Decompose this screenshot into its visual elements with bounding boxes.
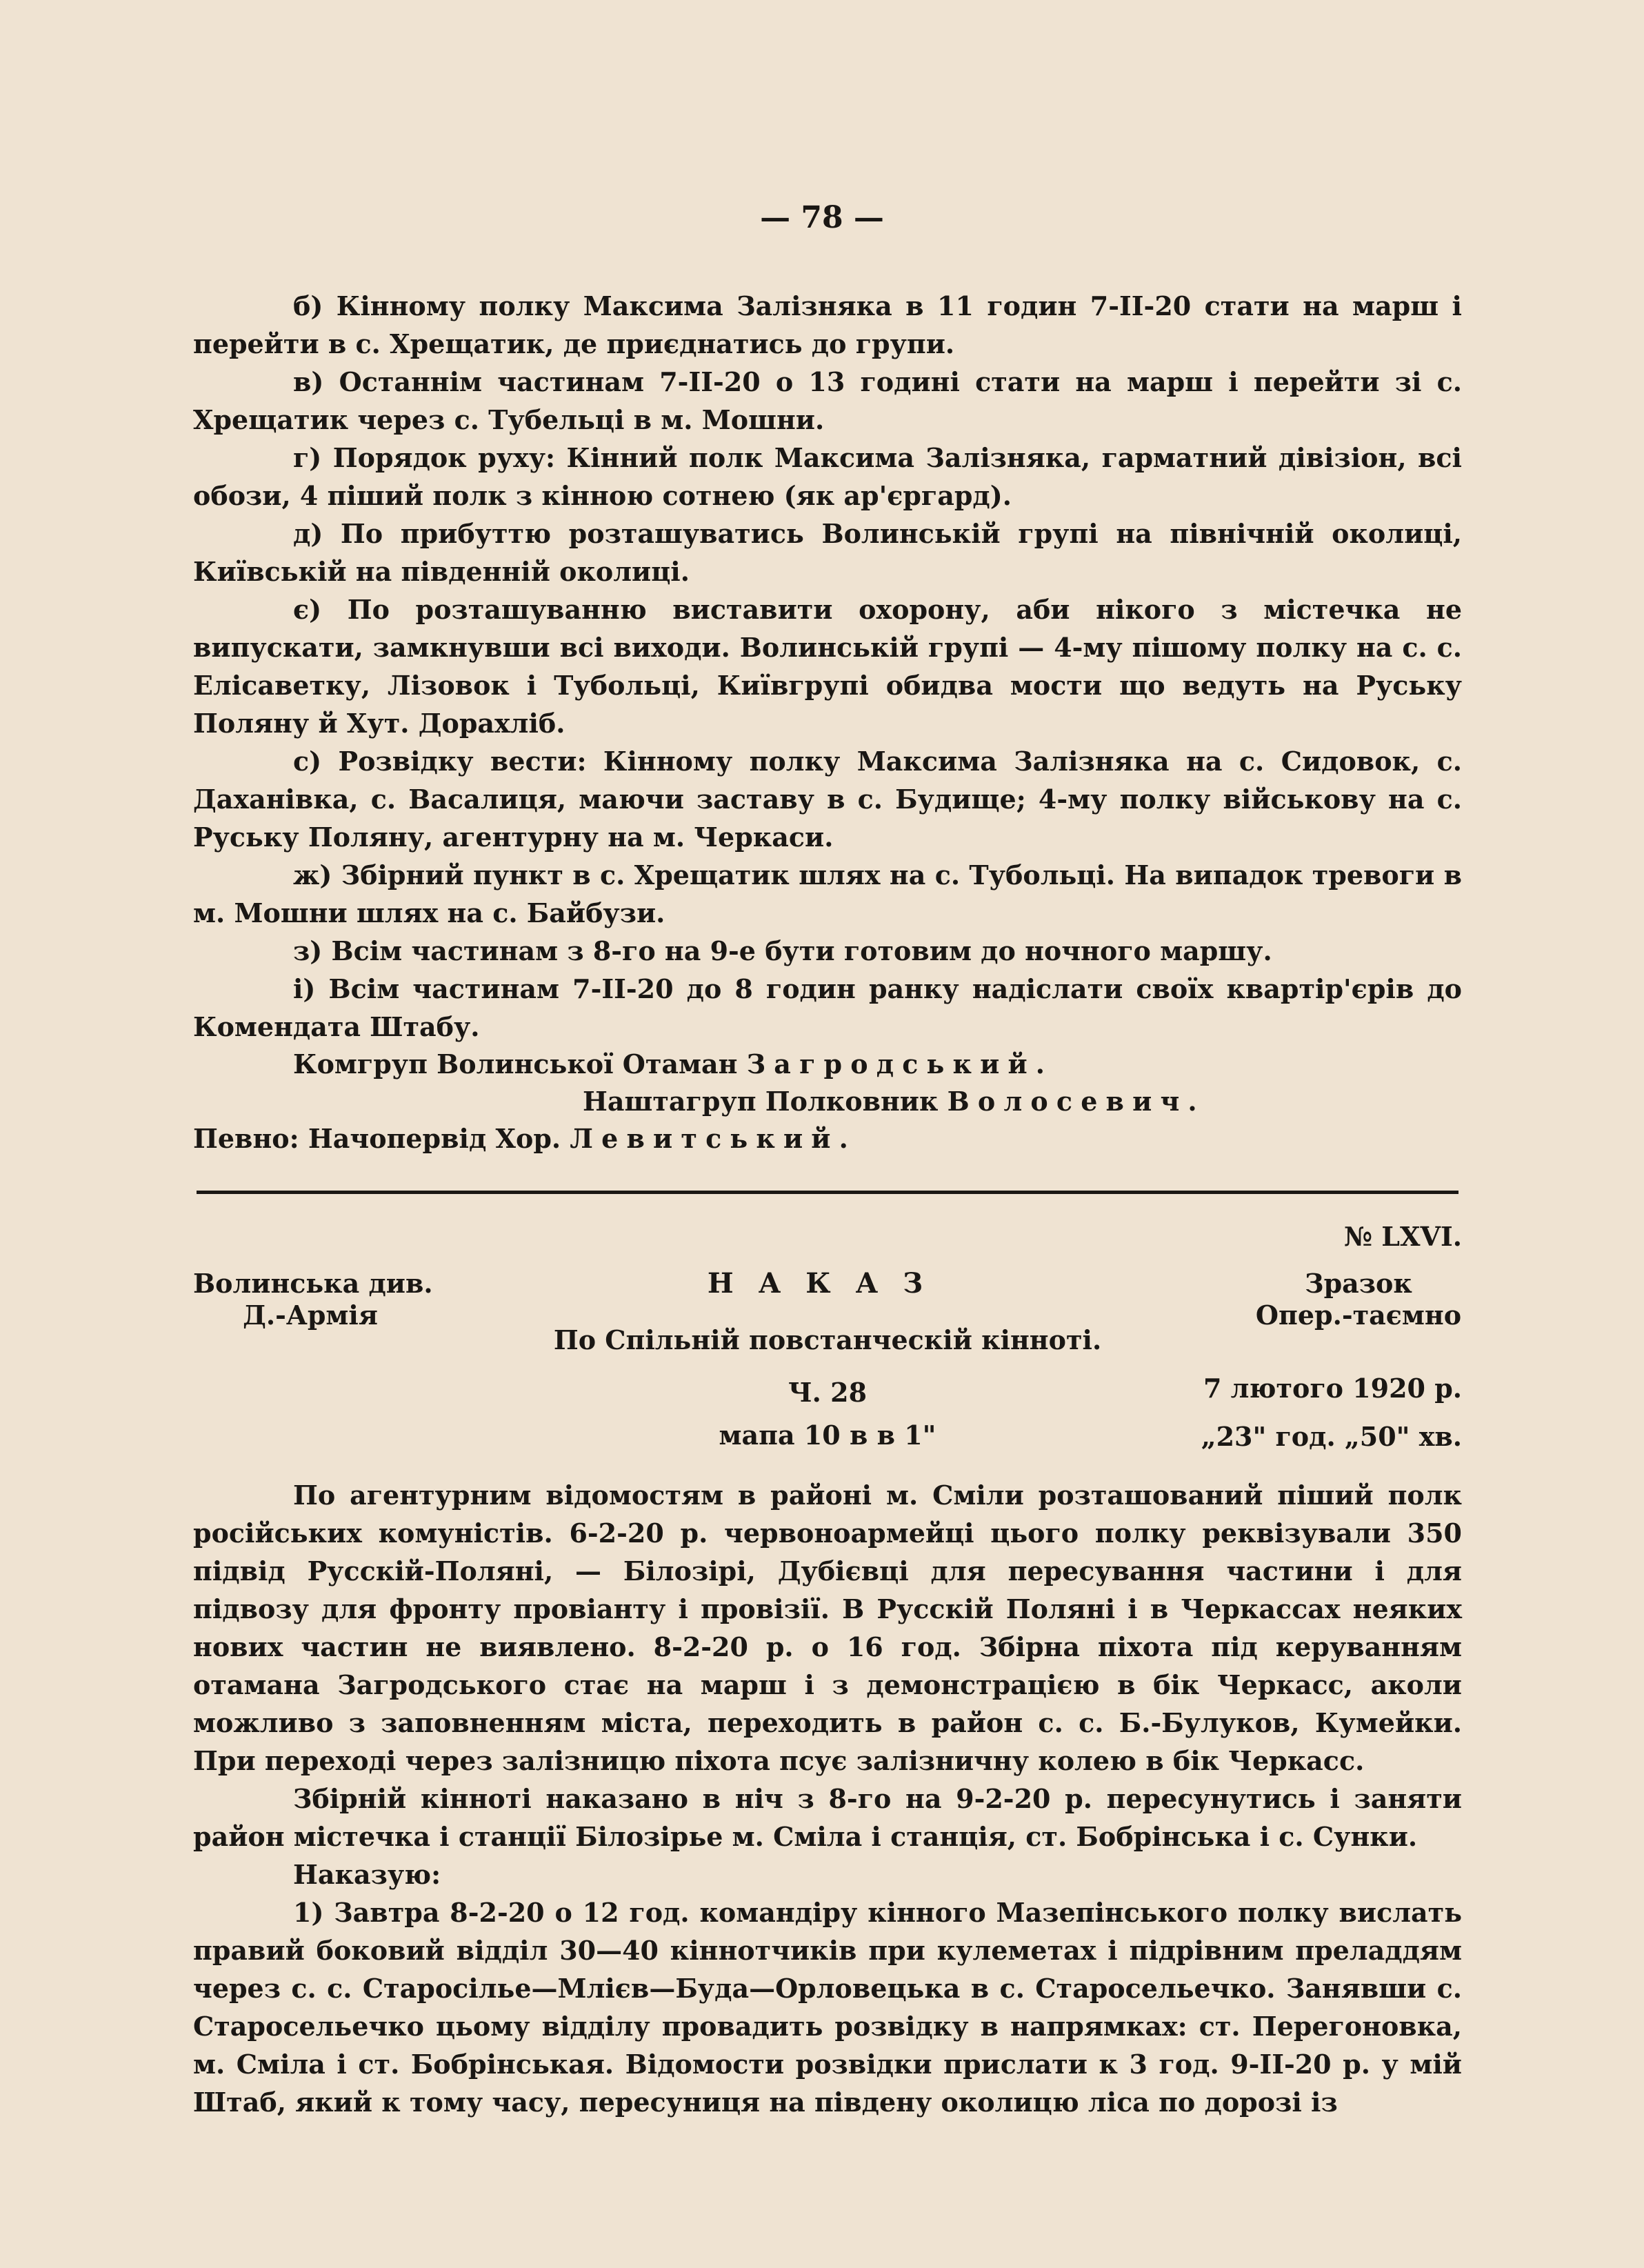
order-time: „23" год. „50" хв. xyxy=(1201,1421,1462,1452)
paragraph-ye: є) По розташуванню виставити охорону, аби нікого з містечка не випускати, замкнувши всі виходи. Волинській групі — 4-му пішому полку на с. с. Елісаветку, Лізовок і Тубольці, Київгрупі обидва мости що ведуть на Руську Поляну й Хут. Дорахліб. xyxy=(193,594,1462,739)
paragraph-d: д) По прибуттю розташуватись Волинській групі на північній околиці, Київській на південній околиці. xyxy=(193,518,1462,587)
section-divider xyxy=(197,1191,1458,1194)
order-subtitle: По Спільній повстанческій кінноті. xyxy=(553,1324,1102,1355)
order-continuation xyxy=(193,287,1462,1157)
signature-pevno xyxy=(193,1120,1462,1157)
classification-sample: Зразок xyxy=(1305,1268,1412,1299)
order-map: мапа 10 в в 1" xyxy=(719,1420,936,1451)
cavalry-paragraph: Збірній кінноті наказано в ніч з 8-го на 9-2-20 р. пересунутись і заняти район містечка і станції Білозірье м. Сміла і станція, ст. Бобрінська і с. Сунки. xyxy=(193,1783,1462,1852)
signature-nashtagrup-name: Волосевич. xyxy=(947,1086,1205,1117)
paragraph-s: с) Розвідку вести: Кінному полку Максима Залізняка на с. Сидовок, с. Даханівка, с. Васалиця, маючи заставу в с. Будище; 4-му полку військову на с. Руську Поляну, агентурну на м. Черкаси. xyxy=(193,746,1462,853)
issuer-army: Д.-Армія xyxy=(243,1300,378,1331)
issuer-block xyxy=(193,1268,433,1331)
order-part: Ч. 28 xyxy=(788,1377,868,1408)
paragraph-b: б) Кінному полку Максима Залізняка в 11 годин 7-ІІ-20 стати на марш і перейти в с. Хрещатик, де приєднатись до групи. xyxy=(193,290,1462,359)
paragraph-i: і) Всім частинам 7-ІІ-20 до 8 годин ранку надіслати своїх квартір'єрів до Комендата Штабу. xyxy=(193,973,1462,1042)
signature-pevno-title: Певно: Начопервід Хор. xyxy=(193,1123,561,1154)
paragraph-zh: ж) Збірний пункт в с. Хрещатик шлях на с. Тубольці. На випадок тревоги в м. Мошни шлях на с. Байбузи. xyxy=(193,859,1462,928)
page-number: — 78 — xyxy=(760,200,884,235)
order-number: № LXVI. xyxy=(1343,1221,1462,1252)
intel-paragraph: По агентурним відомостям в районі м. Сміли розташований піший полк російських комуністів. 6-2-20 р. червоноармейці цього полку реквізували 350 підвід Русскій-Поляні, — Білозірі, Дубієвці для пересування частини і для підвозу для фронту провіанту і провізії. В Русскій Поляні і в Черкассах неяких нових частин не виявлено. 8-2-20 р. о 16 год. Збірна піхота під керуванням отамана Загродського стає на марш і з демонстрацією в бік Черкасс, аколи можливо з заповненням міста, переходить в район с. с. Б.-Булуков, Кумейки. При переході через залізницю піхота псує залізничну колею в бік Черкасс. xyxy=(193,1480,1462,1776)
order-item-1: 1) Завтра 8-2-20 о 12 год. командіру кінного Мазепінського полку вислать правий боковий відділ 30—40 кіннотчиків при кулеметах і підрівним преладдям через с. с. Старосілье—Млієв—Буда—Орловецька в с. Старосельечко. Занявши с. Старосельечко цьому відділу провадить розвідку в напрямках: ст. Перегоновка, м. Сміла і ст. Бобрінськая. Відомости розвідки прислати к 3 год. 9-ІІ-20 р. у мій Штаб, який к тому часу, пересуниця на південу околицю ліса по дорозі із xyxy=(193,1897,1462,2118)
classification-block xyxy=(1255,1268,1462,1331)
paragraph-h: г) Порядок руху: Кінний полк Максима Залізняка, гарматний дівізіон, всі обози, 4 піший полк з кінною сотнею (як ар'єргард). xyxy=(193,442,1462,511)
order-title-block xyxy=(538,1268,1117,1451)
issuer-division: Волинська див. xyxy=(193,1268,433,1299)
paragraph-v: в) Останнім частинам 7-ІІ-20 о 13 годині стати на марш і перейти зі с. Хрещатик через с. Тубельці в м. Мошни. xyxy=(193,366,1462,435)
signature-komgrup-title: Комгруп Волинської Отаман xyxy=(293,1048,738,1080)
order-body xyxy=(193,1476,1462,2121)
signature-nashtagrup-title: Наштагруп Полковник xyxy=(583,1086,939,1117)
signature-nashtagrup xyxy=(193,1083,1462,1120)
classification-secret: Опер.-таємно xyxy=(1255,1300,1462,1331)
signature-pevno-name: Левитський. xyxy=(570,1123,857,1154)
order-date: 7 лютого 1920 р. xyxy=(1203,1373,1462,1404)
paragraph-z: з) Всім частинам з 8-го на 9-е бути готовим до ночного маршу. xyxy=(293,935,1272,966)
signature-komgrup-name: Загродський. xyxy=(746,1048,1054,1080)
order-title: НАКАЗ xyxy=(707,1267,948,1300)
signature-komgrup xyxy=(193,1046,1462,1083)
order-command-label: Наказую: xyxy=(293,1859,441,1890)
